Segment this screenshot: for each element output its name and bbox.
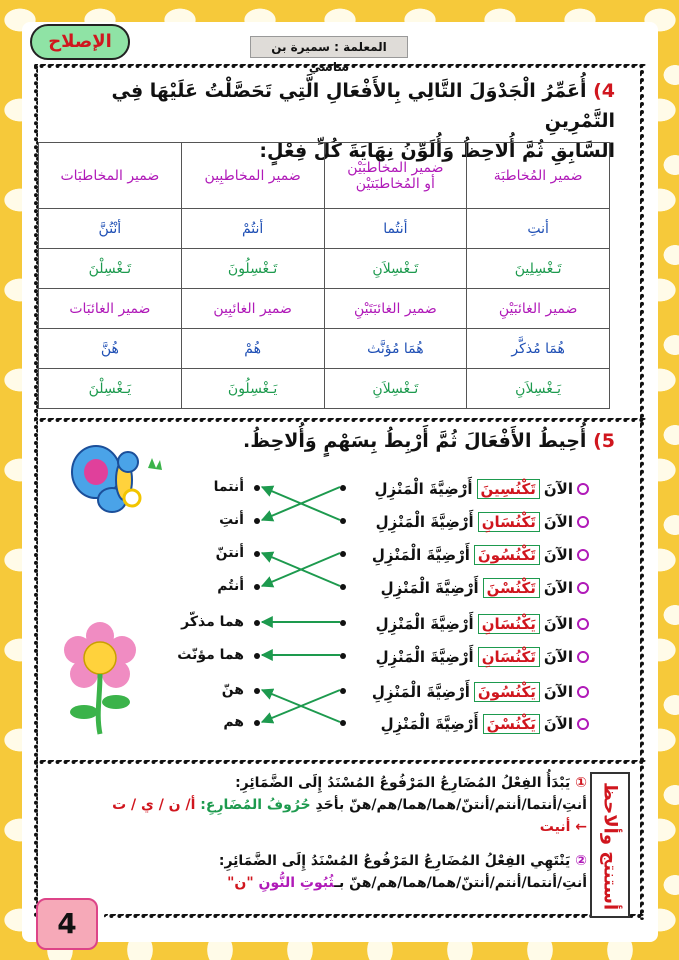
rule-2-line1: يَنْتَهِي الفِعْلُ المُضَارِعُ المَرْفُوعُ المُسْنَدُ إِلَى الضَّمَائِرِ: bbox=[218, 853, 571, 869]
q5-sentence-row bbox=[359, 507, 589, 537]
circled-verb: يَكْنُسُونَ bbox=[474, 682, 540, 702]
table-cell: يَـغْسِلْنَ bbox=[39, 369, 182, 409]
q5-sentence-row bbox=[359, 573, 589, 603]
now-word: الآنَ bbox=[543, 715, 573, 733]
middle-spiral-border bbox=[34, 418, 646, 422]
table-cell: تَـغْسِلاَنِ bbox=[324, 369, 467, 409]
teacher-name: المعلمة : سميرة بن ساسي bbox=[250, 36, 408, 58]
bullet-circle-icon bbox=[577, 686, 589, 698]
pronoun-table bbox=[38, 142, 610, 409]
table-cell: ضمير الغائبَيْنِ bbox=[467, 289, 610, 329]
q5-text: أُحِيطُ الأَفْعَالَ ثُمَّ أَرْبِطُ بِسَهْمٍ وَأُلاحِظُ. bbox=[243, 430, 587, 452]
circled-verb: يَكْنُسَانِ bbox=[478, 614, 540, 634]
pronoun-label: هنّ bbox=[221, 682, 244, 698]
pronoun-label: هم bbox=[223, 714, 244, 730]
connector-dot bbox=[254, 620, 260, 626]
table-cell: هُمَا مُذكَّر bbox=[467, 329, 610, 369]
bullet-circle-icon bbox=[577, 582, 589, 594]
connector-dot bbox=[254, 551, 260, 557]
now-word: الآنَ bbox=[543, 683, 573, 701]
circled-verb: يَكْنُسْنَ bbox=[483, 714, 540, 734]
table-cell: تَـغْسِلِينَ bbox=[467, 249, 610, 289]
now-word: الآنَ bbox=[543, 615, 573, 633]
rule-2 bbox=[97, 850, 587, 894]
butterfly-illustration bbox=[66, 440, 166, 520]
table-cell: أنتِ bbox=[467, 209, 610, 249]
object-phrase: أَرْضِيَّةَ الْمَنْزِلِ bbox=[375, 615, 474, 633]
bullet-circle-icon bbox=[577, 718, 589, 730]
right-spiral-border bbox=[640, 64, 644, 920]
table-cell: أنْتُنَّ bbox=[39, 209, 182, 249]
rule-1-line1: يَبْدَأُ الفِعْلُ المُضَارِعُ المَرْفُوعُ المُسْنَدُ إِلَى الضَّمَائِرِ: bbox=[235, 775, 571, 791]
table-header: ضمير المُخاطبَة bbox=[467, 143, 610, 209]
q5-sentence-row bbox=[359, 474, 589, 504]
now-word: الآنَ bbox=[543, 648, 573, 666]
table-cell: ضمير الغائبِين bbox=[181, 289, 324, 329]
table-cell: هُنَّ bbox=[39, 329, 182, 369]
side-label-text: أستنتج وألاحظ bbox=[599, 782, 621, 911]
rule-1 bbox=[97, 772, 587, 838]
pronoun-label: هما مذكّر bbox=[181, 614, 244, 630]
table-cell: يَـغْسِلاَنِ bbox=[467, 369, 610, 409]
rule-2-line2b: ثُبُوتِ النُّونِ bbox=[258, 875, 335, 891]
table-cell: ضمير الغائبَتَيْنِ bbox=[324, 289, 467, 329]
lower-spiral-border bbox=[34, 760, 646, 764]
pronoun-label: أنتنّ bbox=[215, 545, 244, 561]
bullet-circle-icon bbox=[577, 516, 589, 528]
connector-dot bbox=[340, 653, 346, 659]
now-word: الآنَ bbox=[543, 579, 573, 597]
table-cell: ضمير الغائبَات bbox=[39, 289, 182, 329]
object-phrase: أَرْضِيَّةَ الْمَنْزِلِ bbox=[374, 480, 473, 498]
conclusion-side-label bbox=[590, 772, 630, 918]
circled-verb: تَكْنُسَانِ bbox=[478, 512, 540, 532]
bottom-spiral-border bbox=[104, 914, 644, 918]
connector-dot bbox=[340, 620, 346, 626]
pronoun-label: هما مؤنّث bbox=[177, 647, 244, 663]
table-cell: أنتُما bbox=[324, 209, 467, 249]
q4-line2: السَّابِقِ ثُمَّ أُلاحِظُ وَأُلَوِّنُ نِهَايَةَ كُلِّ فِعْلٍ: bbox=[259, 140, 615, 162]
page-number: 4 bbox=[36, 898, 98, 950]
pronoun-label: أنتما bbox=[213, 479, 244, 495]
q5-sentence-row bbox=[359, 709, 589, 739]
connector-dot bbox=[254, 485, 260, 491]
circled-verb: تَكْنُسُونَ bbox=[474, 545, 540, 565]
rule-1-line2b: حُرُوفُ المُضَارِعِ: bbox=[200, 797, 311, 813]
connector-dot bbox=[340, 485, 346, 491]
object-phrase: أَرْضِيَّةَ الْمَنْزِلِ bbox=[380, 715, 479, 733]
circled-verb: تَكْنُسْنَ bbox=[483, 578, 540, 598]
table-cell: هُمَا مُؤنَّث bbox=[324, 329, 467, 369]
object-phrase: أَرْضِيَّةَ الْمَنْزِلِ bbox=[371, 546, 470, 564]
pronoun-label: أنتِ bbox=[219, 512, 244, 528]
circled-verb: تَكْنُسَانِ bbox=[478, 647, 540, 667]
connector-dot bbox=[340, 518, 346, 524]
connector-dot bbox=[254, 518, 260, 524]
q5-sentence-row bbox=[359, 677, 589, 707]
table-cell: يَـغْسِلُونَ bbox=[181, 369, 324, 409]
q5-sentence-row bbox=[359, 609, 589, 639]
correction-badge: الإصلاح bbox=[30, 24, 130, 60]
now-word: الآنَ bbox=[543, 546, 573, 564]
table-header: ضمير المخاطبِين bbox=[181, 143, 324, 209]
object-phrase: أَرْضِيَّةَ الْمَنْزِلِ bbox=[380, 579, 479, 597]
q4-number: 4) bbox=[593, 80, 615, 102]
table-header: ضمير المخاطبَيْن أو المُخاطبَتيْن bbox=[324, 143, 467, 209]
bullet-circle-icon bbox=[577, 549, 589, 561]
table-cell: تَـغْسِلاَنِ bbox=[324, 249, 467, 289]
q5-sentence-row bbox=[359, 642, 589, 672]
q5-title bbox=[115, 426, 615, 456]
rule-2-line2a: أنتِ/أنتما/أنتم/أنتنّ/هما/هما/هم/هنّ بـ bbox=[334, 875, 587, 891]
connector-dot bbox=[340, 551, 346, 557]
q5-sentence-row bbox=[359, 540, 589, 570]
table-header: ضمير المخاطبَات bbox=[39, 143, 182, 209]
q5-number: 5) bbox=[593, 430, 615, 452]
bullet-circle-icon bbox=[577, 483, 589, 495]
connector-dot bbox=[340, 584, 346, 590]
flower-illustration bbox=[60, 618, 140, 738]
rule-1-number: ① bbox=[575, 775, 587, 791]
rule-1-line3: ← أنيت bbox=[539, 819, 587, 835]
connector-dot bbox=[340, 720, 346, 726]
object-phrase: أَرْضِيَّةَ الْمَنْزِلِ bbox=[371, 683, 470, 701]
table-cell: هُمْ bbox=[181, 329, 324, 369]
connector-dot bbox=[254, 584, 260, 590]
bullet-circle-icon bbox=[577, 618, 589, 630]
table-cell: أنتُمْ bbox=[181, 209, 324, 249]
q4-line1: أُعَمِّرُ الْجَدْوَلَ التَّالِي بِالأَفْعَالِ الَّتِي تَحَصَّلْتُ عَلَيْهَا فِي التَّمْرِينِ bbox=[111, 80, 615, 132]
connector-dot bbox=[254, 653, 260, 659]
object-phrase: أَرْضِيَّةَ الْمَنْزِلِ bbox=[375, 513, 474, 531]
pronoun-label: أنتُم bbox=[217, 578, 244, 594]
object-phrase: أَرْضِيَّةَ الْمَنْزِلِ bbox=[375, 648, 474, 666]
bullet-circle-icon bbox=[577, 651, 589, 663]
connector-dot bbox=[254, 720, 260, 726]
now-word: الآنَ bbox=[543, 480, 573, 498]
rule-2-number: ② bbox=[575, 853, 587, 869]
table-cell: تَـغْسِلُونَ bbox=[181, 249, 324, 289]
rule-1-line2c: أ/ ن / ي / ت bbox=[112, 797, 201, 813]
rule-1-line2a: أنتِ/أنتما/أنتم/أنتنّ/هما/هما/هم/هنّ بأحَدِ bbox=[310, 797, 587, 813]
connector-dot bbox=[254, 688, 260, 694]
circled-verb: تَكْنُسِينَ bbox=[477, 479, 540, 499]
connector-dot bbox=[340, 688, 346, 694]
rule-2-line2c: "ن" bbox=[227, 875, 259, 891]
now-word: الآنَ bbox=[543, 513, 573, 531]
table-cell: تَـغْسِلْنَ bbox=[39, 249, 182, 289]
